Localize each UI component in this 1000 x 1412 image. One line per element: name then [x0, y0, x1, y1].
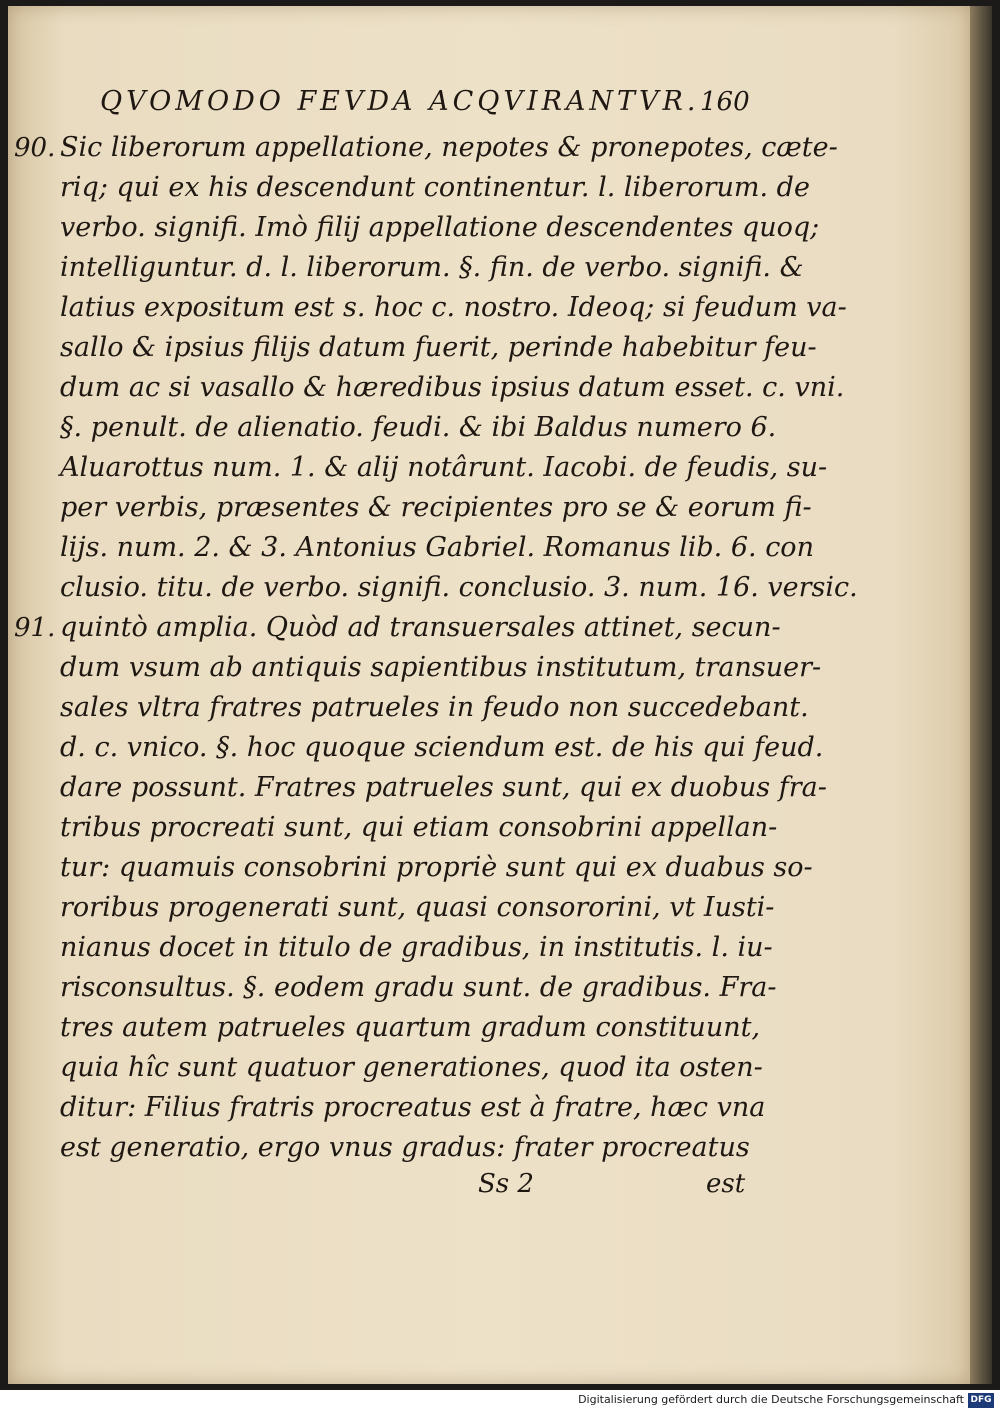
dfg-logo: DFG — [968, 1393, 994, 1408]
text-line: sales vltra fratres patrueles in feudo non succedebant. — [60, 692, 809, 723]
text-line: tribus procreati sunt, qui etiam consobrini appellan- — [60, 812, 778, 843]
text-line: est generatio, ergo vnus gradus: frater procreatus — [60, 1132, 750, 1163]
text-line: verbo. signifi. Imò filij appellatione descendentes quoq; — [60, 212, 820, 243]
footer-bar — [0, 1390, 1000, 1412]
text-line: sallo & ipsius filijs datum fuerit, perinde habebitur feu- — [60, 332, 817, 363]
text-line: dare possunt. Fratres patrueles sunt, qui ex duobus fra- — [60, 772, 827, 803]
text-line: latius expositum est s. hoc c. nostro. Ideoq; si feudum va- — [60, 292, 847, 323]
page-number: 160 — [700, 87, 750, 117]
page-edge-shadow — [970, 6, 992, 1384]
text-line: dum ac si vasallo & hæredibus ipsius datum esset. c. vni. — [60, 372, 845, 403]
text-line: quintò amplia. Quòd ad transuersales attinet, secun- — [60, 612, 781, 643]
funding-credit: Digitalisierung gefördert durch die Deutsche Forschungsgemeinschaft — [578, 1393, 964, 1406]
text-line: d. c. vnico. §. hoc quoque sciendum est. de his qui feud. — [60, 732, 824, 763]
text-line: per verbis, præsentes & recipientes pro se & eorum fi- — [60, 492, 812, 523]
text-line: risconsultus. §. eodem gradu sunt. de gradibus. Fra- — [60, 972, 777, 1003]
book-page — [8, 6, 970, 1384]
text-line: quia hîc sunt quatuor generationes, quod ita osten- — [60, 1052, 763, 1083]
text-line: ditur: Filius fratris procreatus est à fratre, hæc vna — [60, 1092, 766, 1123]
signature-mark: Ss 2 — [478, 1169, 534, 1199]
text-line: dum vsum ab antiquis sapientibus institutum, transuer- — [60, 652, 822, 683]
text-line: nianus docet in titulo de gradibus, in institutis. l. iu- — [60, 932, 773, 963]
text-line: roribus progenerati sunt, quasi consororini, vt Iusti- — [60, 892, 775, 923]
text-line: Aluarottus num. 1. & alij notârunt. Iacobi. de feudis, su- — [60, 452, 828, 483]
text-line: §. penult. de alienatio. feudi. & ibi Baldus numero 6. — [60, 412, 777, 443]
text-line: riq; qui ex his descendunt continentur. l. liberorum. de — [60, 172, 810, 203]
text-line: tur: quamuis consobrini propriè sunt qui ex duabus so- — [60, 852, 813, 883]
catchword: est — [706, 1169, 746, 1199]
page-content — [8, 6, 970, 1384]
running-header: QVOMODO FEVDA ACQVIRANTVR. — [100, 86, 700, 117]
text-line: clusio. titu. de verbo. signifi. conclusio. 3. num. 16. versic. — [60, 572, 858, 603]
margin-number-90: 90. — [14, 133, 56, 163]
margin-number-91: 91. — [14, 613, 56, 643]
text-line: Sic liberorum appellatione, nepotes & pronepotes, cæte- — [60, 132, 838, 163]
text-line: tres autem patrueles quartum gradum constituunt, — [60, 1012, 761, 1043]
text-line: intelliguntur. d. l. liberorum. §. fin. de verbo. signifi. & — [60, 252, 804, 283]
text-line: lijs. num. 2. & 3. Antonius Gabriel. Romanus lib. 6. con — [60, 532, 814, 563]
